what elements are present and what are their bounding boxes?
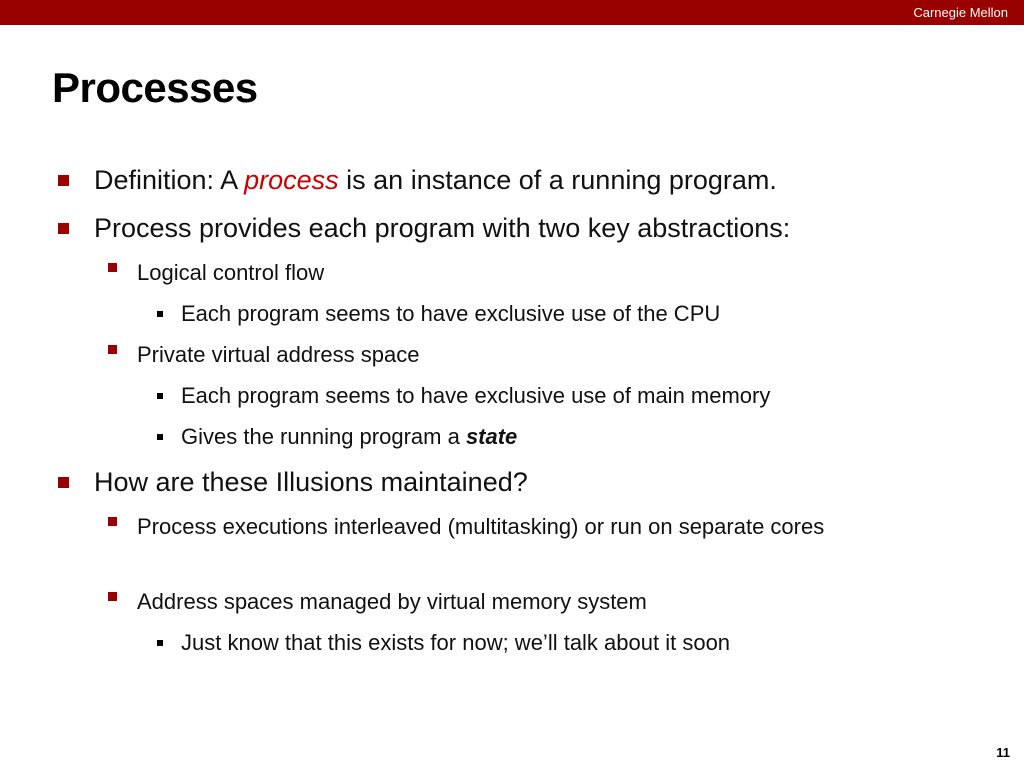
- page-number: 11: [996, 745, 1010, 760]
- small-square-bullet-icon: [157, 640, 163, 646]
- sub-sub-bullet-cpu: [157, 300, 720, 328]
- sub-bullet-text: Logical control flow: [137, 260, 325, 285]
- bullet-text: Process provides each program with two key abstractions:: [94, 213, 791, 243]
- square-bullet-icon: [58, 477, 69, 488]
- bullet-text-prefix: Definition: A: [94, 165, 245, 195]
- square-bullet-icon: [108, 517, 117, 526]
- sub-bullet-logical-control-flow: [108, 256, 324, 290]
- sub-bullet-text: Process executions interleaved (multitasking) or run on separate cores: [137, 514, 825, 539]
- sub-sub-bullet-talk-soon: [157, 629, 730, 657]
- bullet-definition: [58, 163, 777, 197]
- sub-bullet-address-space: [108, 338, 419, 372]
- bullet-abstractions: [58, 211, 790, 245]
- sub-sub-bullet-text: [181, 423, 517, 451]
- sub-bullet-text: Address spaces managed by virtual memory system: [137, 589, 647, 614]
- bullet-text-suffix: is an instance of a running program.: [338, 165, 777, 195]
- sub-sub-bullet-text: Each program seems to have exclusive use of the CPU: [181, 301, 721, 326]
- small-square-bullet-icon: [157, 434, 163, 440]
- sub-sub-bullet-text: Just know that this exists for now; we’ll talk about it soon: [181, 630, 731, 655]
- sub-sub-bullet-state: [157, 423, 517, 451]
- emphasis-state: state: [465, 424, 518, 449]
- square-bullet-icon: [108, 345, 117, 354]
- bullet-illusions: [58, 465, 528, 499]
- small-square-bullet-icon: [157, 393, 163, 399]
- sub-bullet-text: Private virtual address space: [137, 342, 420, 367]
- sub-bullet-virtual-memory: [108, 585, 647, 619]
- square-bullet-icon: [108, 263, 117, 272]
- square-bullet-icon: [108, 592, 117, 601]
- bullet-text-prefix: Gives the running program a: [181, 424, 466, 449]
- small-square-bullet-icon: [157, 311, 163, 317]
- sub-sub-bullet-memory: [157, 382, 770, 410]
- slide-title: Processes: [52, 64, 258, 111]
- bullet-text: [94, 163, 777, 197]
- square-bullet-icon: [58, 223, 69, 234]
- sub-bullet-multitasking: [108, 510, 897, 544]
- brand-label: Carnegie Mellon: [913, 5, 1008, 20]
- sub-sub-bullet-text: Each program seems to have exclusive use of main memory: [181, 383, 771, 408]
- emphasis-process: process: [244, 165, 339, 195]
- bullet-text: How are these Illusions maintained?: [94, 467, 528, 497]
- square-bullet-icon: [58, 175, 69, 186]
